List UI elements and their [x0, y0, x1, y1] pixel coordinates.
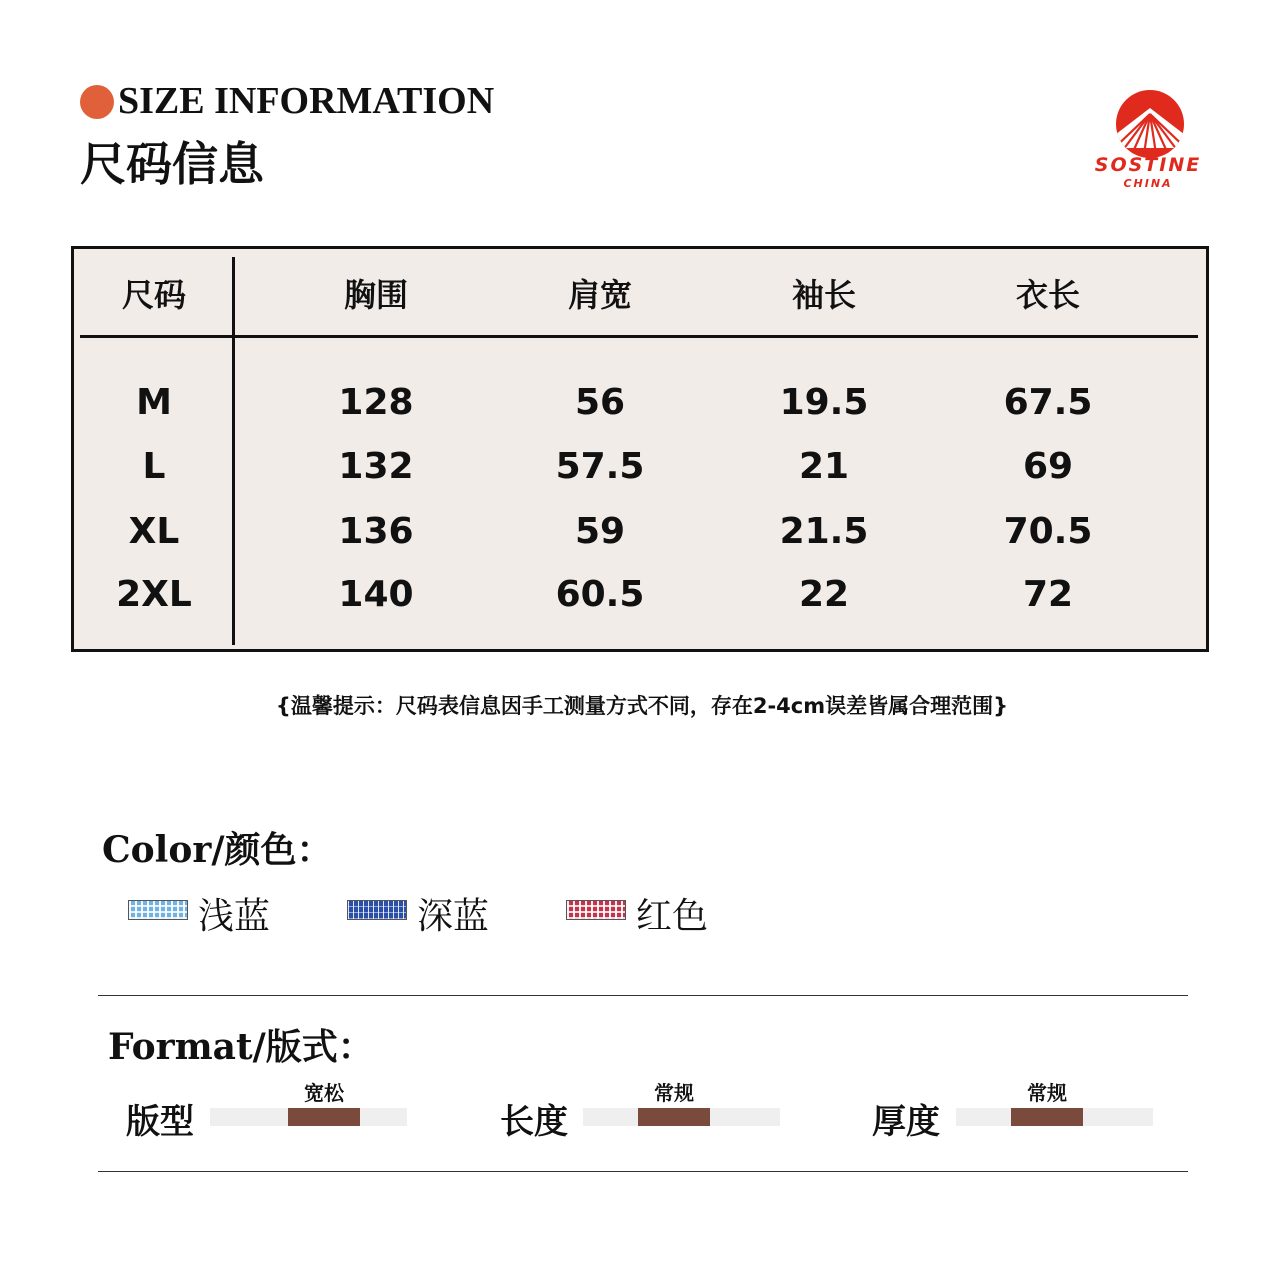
red-plaid-swatch — [566, 900, 626, 920]
logo-name: SOSTINE — [1094, 154, 1202, 176]
table-cell: 60.5 — [555, 574, 645, 615]
format-label-fit: 版型 — [126, 1102, 194, 1142]
column-header-length: 衣长 — [1015, 276, 1080, 314]
column-header-chest: 胸围 — [343, 276, 408, 314]
length-scale-fill — [638, 1108, 710, 1126]
measurement-note: {温馨提示：尺码表信息因手工测量方式不同，存在2-4cm误差皆属合理范围} — [275, 694, 1009, 718]
table-cell: 56 — [574, 382, 626, 423]
dark-blue-plaid-swatch — [347, 900, 407, 920]
header-divider — [80, 335, 1198, 338]
size-table — [71, 246, 1209, 652]
format-label-length: 长度 — [500, 1102, 568, 1142]
table-cell: 19.5 — [779, 382, 869, 423]
color-label-dark-blue: 深蓝 — [417, 896, 490, 937]
accent-dot — [80, 85, 114, 119]
light-blue-plaid-swatch — [128, 900, 188, 920]
table-cell: 21.5 — [779, 511, 869, 552]
column-header-sleeve: 袖长 — [791, 276, 856, 314]
fit-scale-track — [210, 1108, 407, 1126]
table-cell: XL — [128, 511, 180, 552]
format-label-thickness: 厚度 — [872, 1102, 940, 1142]
table-cell: 67.5 — [1003, 382, 1093, 423]
color-label-light-blue: 浅蓝 — [198, 896, 271, 937]
fit-scale-fill — [288, 1108, 360, 1126]
thickness-scale-value: 常规 — [1027, 1081, 1067, 1105]
fit-scale-value: 宽松 — [304, 1081, 344, 1105]
table-cell: L — [142, 446, 166, 487]
table-cell: 22 — [798, 574, 850, 615]
column-header-shoulder: 肩宽 — [567, 276, 632, 314]
table-cell: 57.5 — [555, 446, 645, 487]
table-cell: M — [136, 382, 172, 423]
table-cell: 140 — [338, 574, 414, 615]
table-cell: 2XL — [116, 574, 192, 615]
divider-bottom — [98, 1171, 1188, 1172]
table-cell: 136 — [338, 511, 414, 552]
table-cell: 21 — [798, 446, 850, 487]
table-cell: 59 — [574, 511, 626, 552]
column-header-size: 尺码 — [121, 276, 186, 314]
length-scale-track — [583, 1108, 780, 1126]
logo-subtitle: CHINA — [1123, 177, 1173, 190]
table-cell: 128 — [338, 382, 414, 423]
title-en: SIZE INFORMATION — [118, 80, 495, 122]
table-cell: 132 — [338, 446, 414, 487]
color-label-red: 红色 — [636, 896, 709, 937]
table-cell: 69 — [1022, 446, 1074, 487]
title-cn: 尺码信息 — [80, 137, 264, 191]
thickness-scale-track — [956, 1108, 1153, 1126]
thickness-scale-fill — [1011, 1108, 1083, 1126]
table-cell: 70.5 — [1003, 511, 1093, 552]
divider-top — [98, 995, 1188, 996]
format-section-title: Format/版式： — [108, 1026, 374, 1068]
color-section-title: Color/颜色： — [102, 829, 333, 871]
length-scale-value: 常规 — [654, 1081, 694, 1105]
table-cell: 72 — [1022, 574, 1074, 615]
